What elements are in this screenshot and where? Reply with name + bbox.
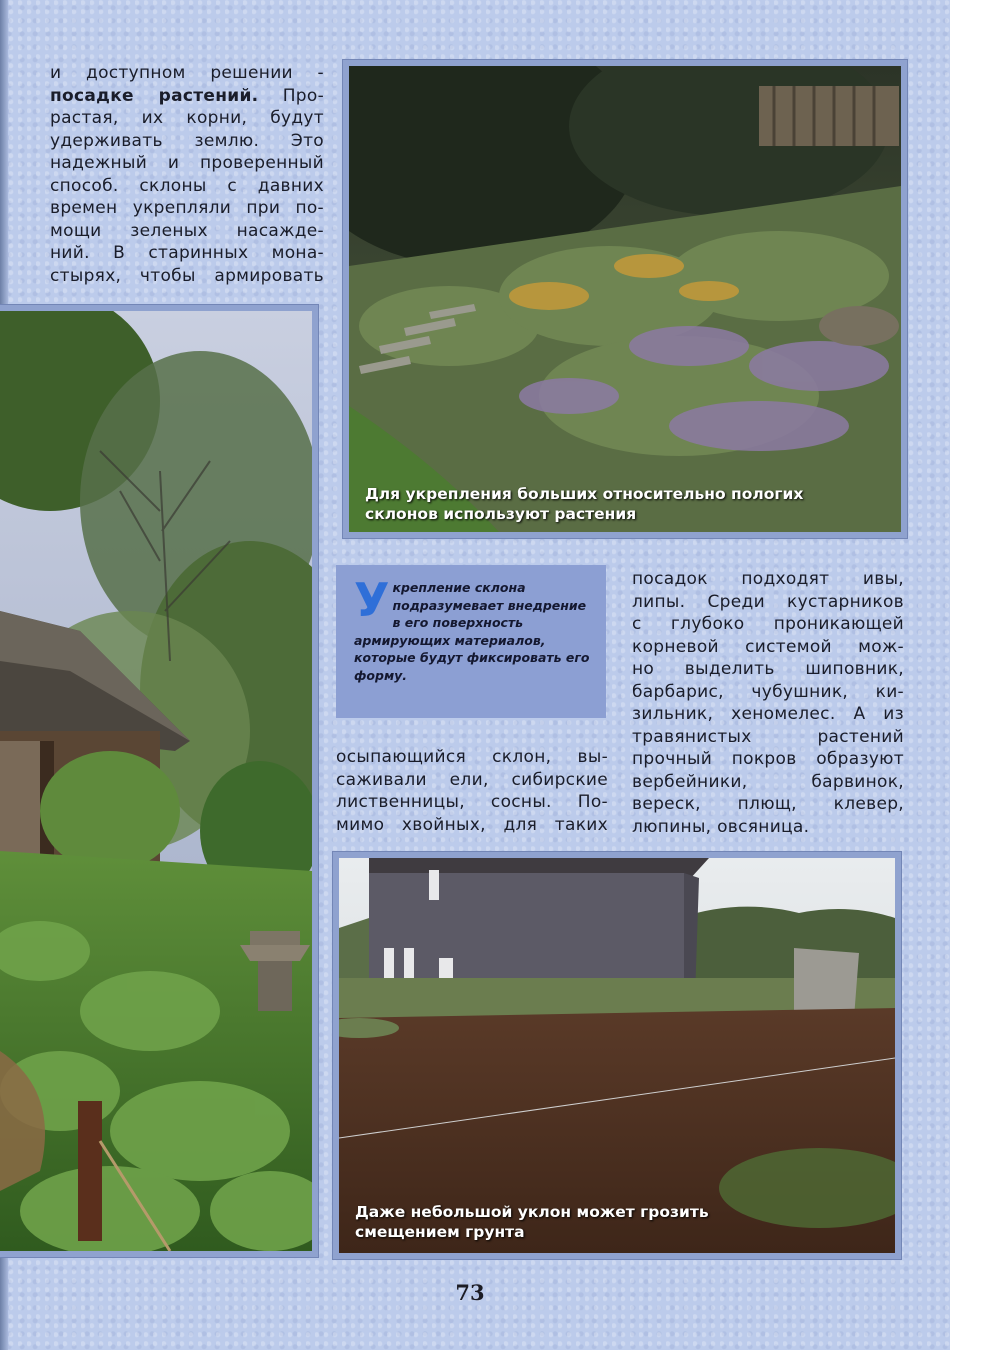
text-line: лиственницы, сосны. По-: [336, 792, 608, 812]
text-line: удерживать землю. Это: [50, 130, 324, 151]
text-line: травянистых растений: [632, 726, 904, 747]
text-line: стырях, чтобы армировать: [50, 265, 324, 286]
text-block-top-left: [50, 62, 324, 287]
callout-body: крепление склона подразумевает внедрение в его поверхность армирующих материалов, которые будут фиксировать его форму.: [354, 580, 590, 683]
text-line: саживали ели, сибирские: [336, 769, 608, 790]
text-line: растая, их корни, будут: [50, 108, 324, 128]
text-line: и доступном решении -: [50, 63, 324, 83]
text-line: [50, 85, 324, 108]
photo-caption-slope: [365, 484, 803, 524]
photo-caption-house: [355, 1202, 709, 1242]
text-block-mid-right: [632, 568, 904, 838]
text-fragment: Про-: [282, 85, 324, 106]
caption-line: склонов используют растения: [365, 505, 637, 523]
caption-line: Для укрепления больших относительно пологих: [365, 485, 804, 503]
text-line: липы. Среди кустарников: [632, 591, 904, 612]
text-line: времен укрепляли при по-: [50, 198, 324, 218]
house-plot-illustration: [339, 858, 895, 1253]
caption-line: Даже небольшой уклон может грозить: [355, 1203, 709, 1221]
planted-slope-illustration: [349, 66, 901, 532]
text-line: корневой системой мож-: [632, 636, 904, 657]
page-number: 73: [455, 1280, 485, 1305]
text-line: но выделить шиповник,: [632, 659, 904, 679]
photo-planted-slope: [343, 60, 907, 538]
text-line: посадок подходят ивы,: [632, 569, 904, 589]
text-line: мощи зеленых насажде-: [50, 220, 324, 241]
text-line: люпины, овсяница.: [632, 816, 810, 837]
text-block-mid-left: [336, 746, 608, 836]
photo-house-plot: [333, 852, 901, 1259]
garden-pavilion-illustration: [0, 311, 312, 1257]
text-line: ний. В старинных мона-: [50, 243, 324, 263]
text-line: с глубоко проникающей: [632, 614, 904, 634]
callout-text: [354, 573, 592, 684]
text-line: мимо хвойных, для таких: [336, 814, 608, 835]
text-line: надежный и проверенный: [50, 153, 324, 173]
text-line: прочный покров образуют: [632, 749, 904, 769]
callout-box: [336, 565, 606, 718]
callout-drop-cap: У: [354, 573, 390, 627]
text-line: способ. склоны с давних: [50, 175, 324, 196]
text-bold-phrase: посадке растений.: [50, 85, 259, 106]
text-line: осыпающийся склон, вы-: [336, 747, 608, 767]
text-line: вербейники, барвинок,: [632, 771, 904, 792]
photo-garden-pavilion: [0, 305, 318, 1257]
caption-line: смещением грунта: [355, 1223, 525, 1241]
text-line: барбарис, чубушник, ки-: [632, 681, 904, 702]
text-line: зильник, хеномелес. А из: [632, 704, 904, 724]
text-line: вереск, плющ, клевер,: [632, 794, 904, 814]
